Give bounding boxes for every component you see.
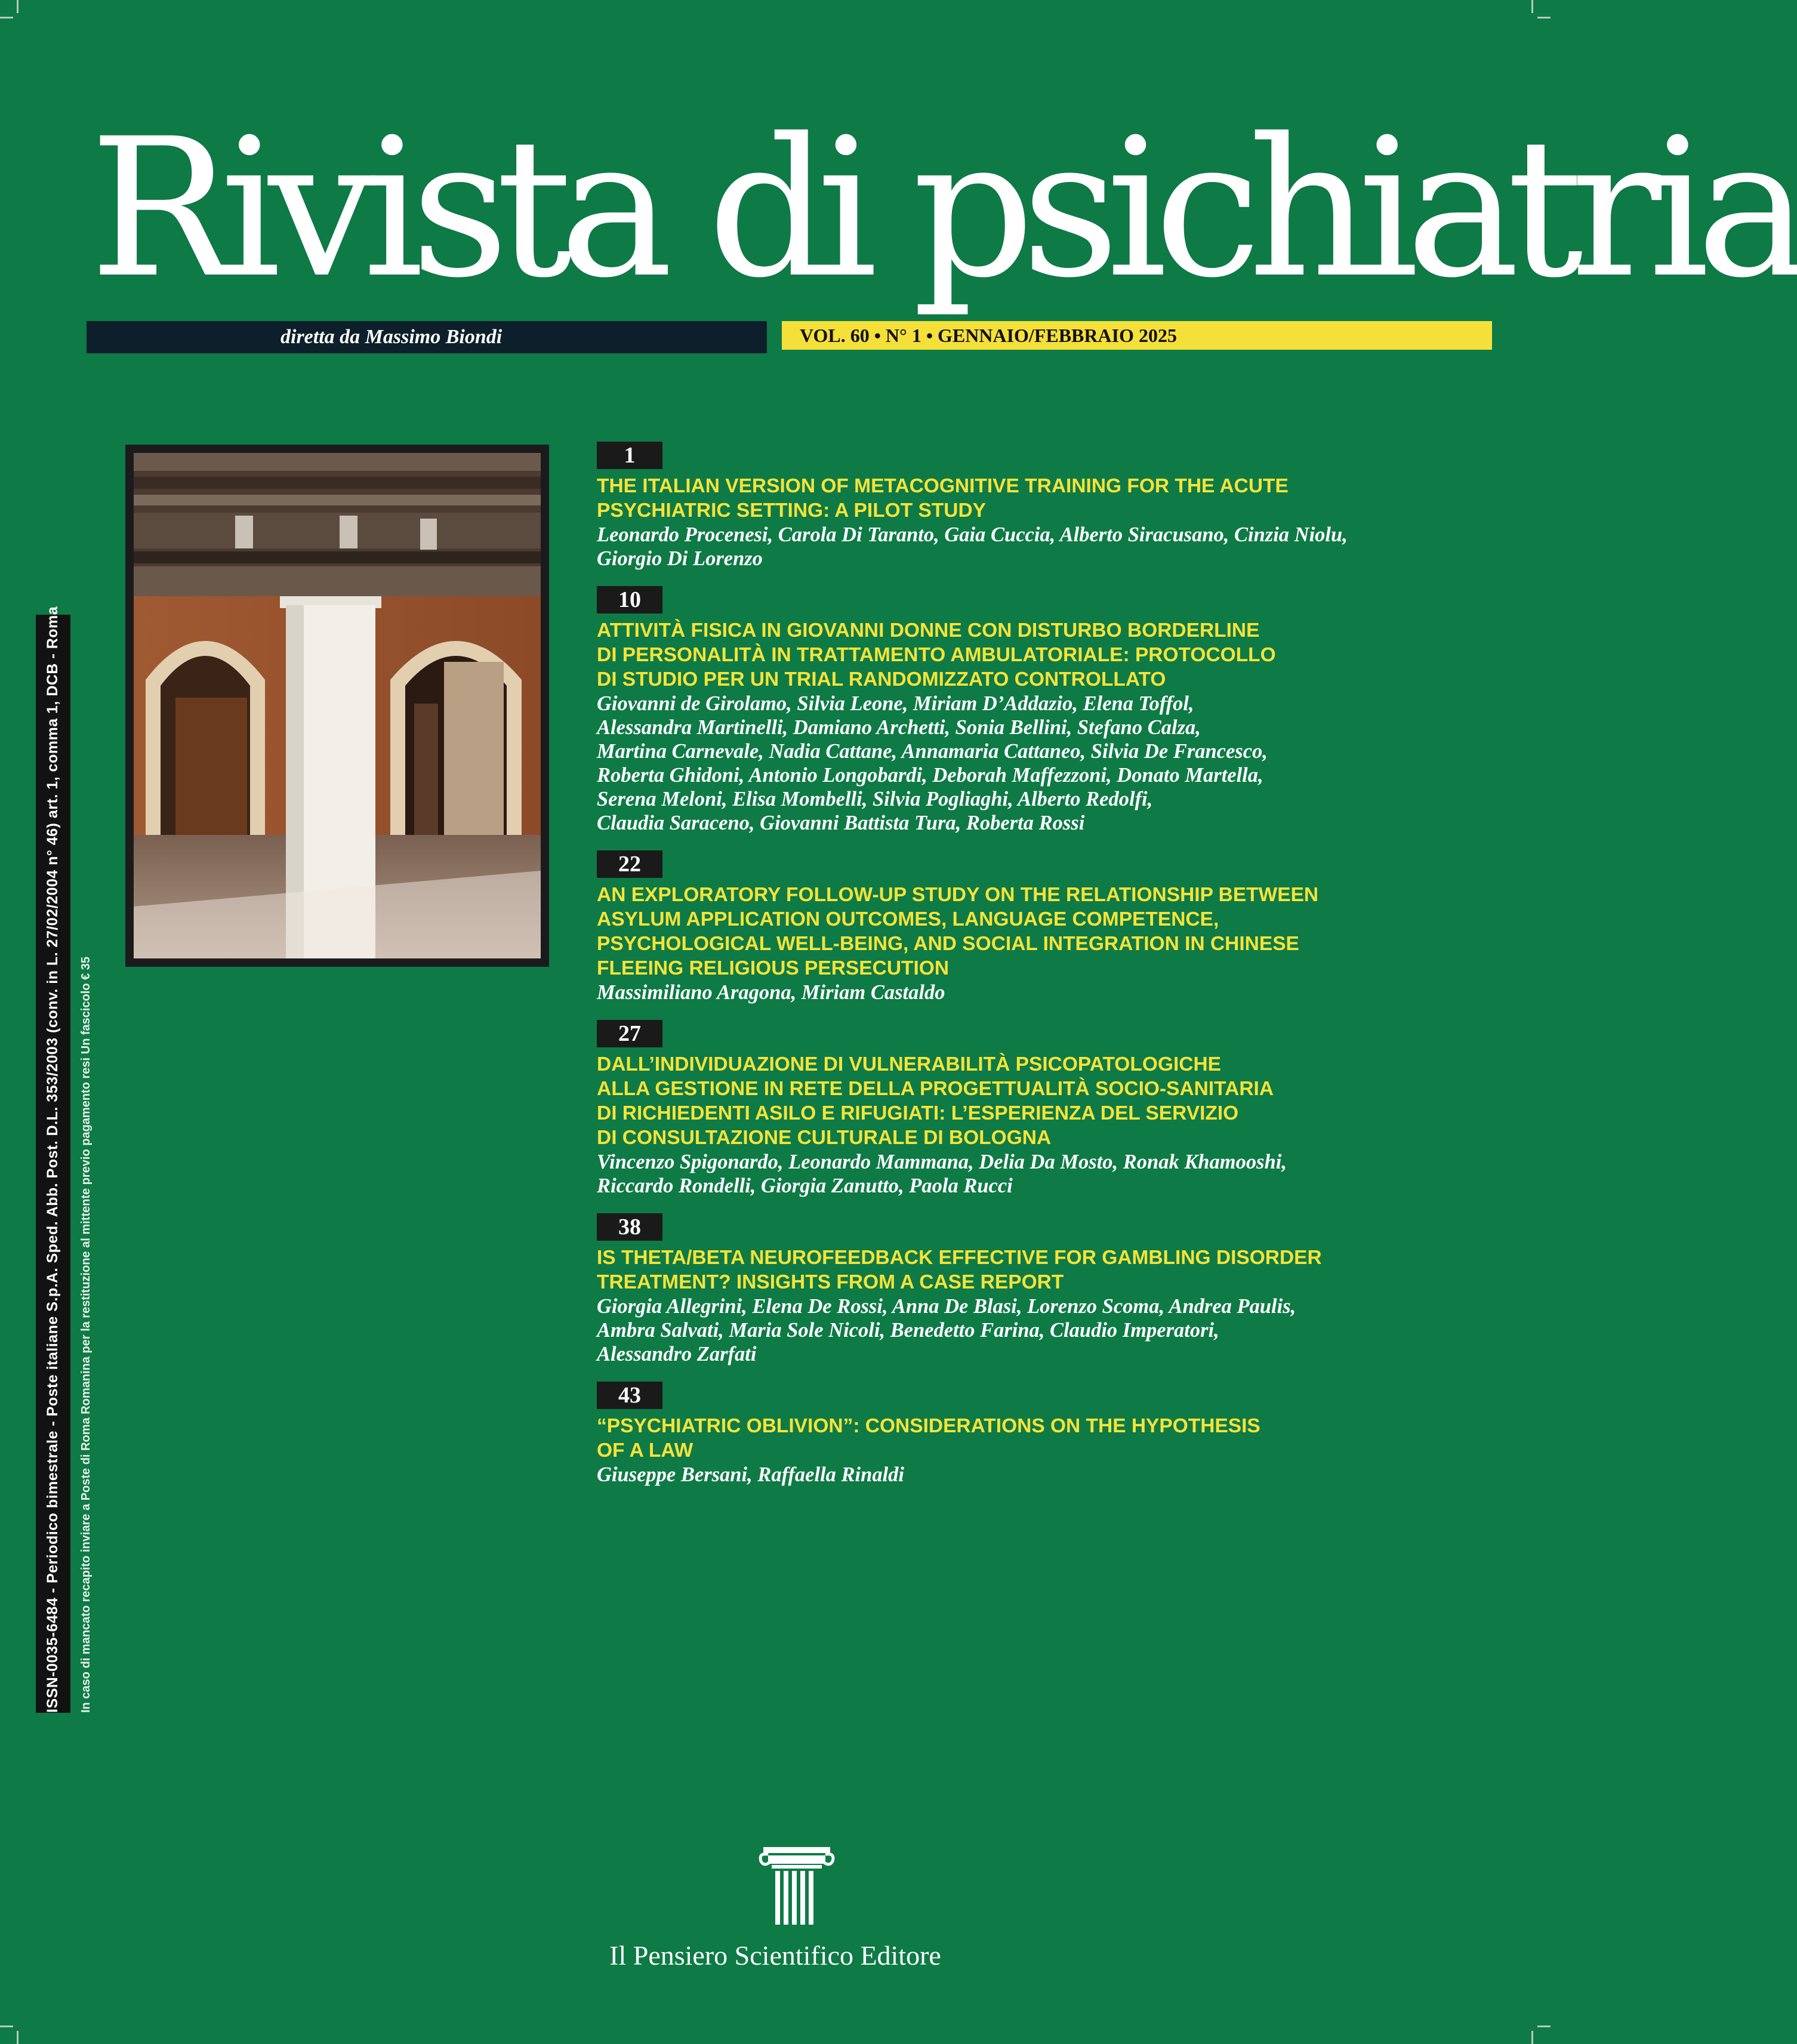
- crop-mark: [1531, 0, 1533, 13]
- crop-mark: [0, 17, 13, 19]
- article-title: AN EXPLORATORY FOLLOW-UP STUDY ON THE RELATIONSHIP BETWEEN ASYLUM APPLICATION OUTCOMES, LANGUAGE COMPETENCE, PSYCHOLOGICAL WELL-BEING, AND SOCIAL INTEGRATION IN CHINESE FLEEING RELIGIOUS PERSECUTION: [597, 884, 1319, 979]
- article-title: IS THETA/BETA NEUROFEEDBACK EFFECTIVE FOR GAMBLING DISORDER TREATMENT? INSIGHTS FROM A CASE REPORT: [597, 1247, 1322, 1293]
- toc-item: [597, 586, 1444, 835]
- article-title: DALL’INDIVIDUAZIONE DI VULNERABILITÀ PSICOPATOLOGICHE ALLA GESTIONE IN RETE DELLA PROGETTUALITÀ SOCIO-SANITARIA DI RICHIEDENTI ASILO E RIFUGIATI: L’ESPERIENZA DEL SERVIZIO DI CONSULTAZIONE CULTURALE DI BOLOGNA: [597, 1053, 1274, 1149]
- article-authors: Giorgia Allegrini, Elena De Rossi, Anna De Blasi, Lorenzo Scoma, Andrea Paulis, Ambra Salvati, Maria Sole Nicoli, Benedetto Farina, Claudio Imperatori, Alessandro Zarfati: [597, 1295, 1296, 1365]
- publisher-name: Il Pensiero Scientifico Editore: [609, 1940, 941, 1971]
- journal-title: Rivista di psichiatria: [90, 98, 1797, 320]
- spine-issn-text: ISSN-0035-6484 - Periodico bimestrale - Poste italiane S.p.A. Sped. Abb. Post. D.L. 353/2003 (conv. in L. 27/02/2004 n° 46) art. 1, comma 1, DCB - Roma: [44, 606, 61, 1713]
- crop-mark: [0, 2025, 13, 2027]
- table-of-contents: [597, 442, 1444, 1502]
- spine-postal-text: In caso di mancato recapito inviare a Poste di Roma Romanina per la restituzione al mittente previo pagamento resi Un fascicolo € 35: [79, 956, 93, 1713]
- page-number-badge: 27: [597, 1020, 662, 1047]
- page-number-badge: 38: [597, 1213, 662, 1241]
- page-number-badge: 10: [597, 586, 662, 613]
- crop-mark: [1531, 2031, 1533, 2044]
- article-title: ATTIVITÀ FISICA IN GIOVANNI DONNE CON DISTURBO BORDERLINE DI PERSONALITÀ IN TRATTAMENTO AMBULATORIALE: PROTOCOLLO DI STUDIO PER UN TRIAL RANDOMIZZATO CONTROLLATO: [597, 619, 1276, 690]
- ionic-column-logo-icon: [755, 1841, 839, 1931]
- cover-photo-frame: [125, 445, 549, 967]
- toc-item: [597, 850, 1444, 1004]
- article-title: “PSYCHIATRIC OBLIVION”: CONSIDERATIONS ON THE HYPOTHESIS OF A LAW: [597, 1415, 1260, 1462]
- page-number-badge: 22: [597, 850, 662, 878]
- cover-photo: [134, 453, 541, 958]
- toc-item: [597, 442, 1444, 571]
- article-authors: Massimiliano Aragona, Miriam Castaldo: [597, 981, 945, 1004]
- crop-mark: [17, 0, 19, 13]
- page-number-badge: 1: [597, 442, 662, 469]
- crop-mark: [1537, 2025, 1551, 2027]
- toc-item: [597, 1382, 1444, 1487]
- issue-bar: VOL. 60 • N° 1 • GENNAIO/FEBBRAIO 2025: [782, 321, 1492, 350]
- article-authors: Giovanni de Girolamo, Silvia Leone, Miriam D’Addazio, Elena Toffol, Alessandra Martinelli, Damiano Archetti, Sonia Bellini, Stefano Calza, Martina Carnevale, Nadia Cattane, Annamaria Cattaneo, Silvia De Francesco, Roberta Ghidoni, Antonio Longobardi, Deborah Maffezzoni, Donato Martella, Serena Meloni, Elisa Mombelli, Silvia Pogliaghi, Alberto Redolfi, Claudia Saraceno, Giovanni Battista Tura, Roberta Rossi: [597, 692, 1268, 834]
- article-authors: Giuseppe Bersani, Raffaella Rinaldi: [597, 1463, 904, 1486]
- article-authors: Vincenzo Spigonardo, Leonardo Mammana, Delia Da Mosto, Ronak Khamooshi, Riccardo Rondelli, Giorgia Zanutto, Paola Rucci: [597, 1151, 1287, 1197]
- crop-mark: [1537, 17, 1551, 19]
- editor-credit: diretta da Massimo Biondi: [281, 326, 503, 348]
- article-authors: Leonardo Procenesi, Carola Di Taranto, Gaia Cuccia, Alberto Siracusano, Cinzia Niolu, Giorgio Di Lorenzo: [597, 523, 1348, 570]
- article-title: THE ITALIAN VERSION OF METACOGNITIVE TRAINING FOR THE ACUTE PSYCHIATRIC SETTING: A PILOT STUDY: [597, 475, 1289, 522]
- toc-item: [597, 1213, 1444, 1366]
- page-number-badge: 43: [597, 1382, 662, 1409]
- toc-item: [597, 1020, 1444, 1198]
- crop-mark: [17, 2031, 19, 2044]
